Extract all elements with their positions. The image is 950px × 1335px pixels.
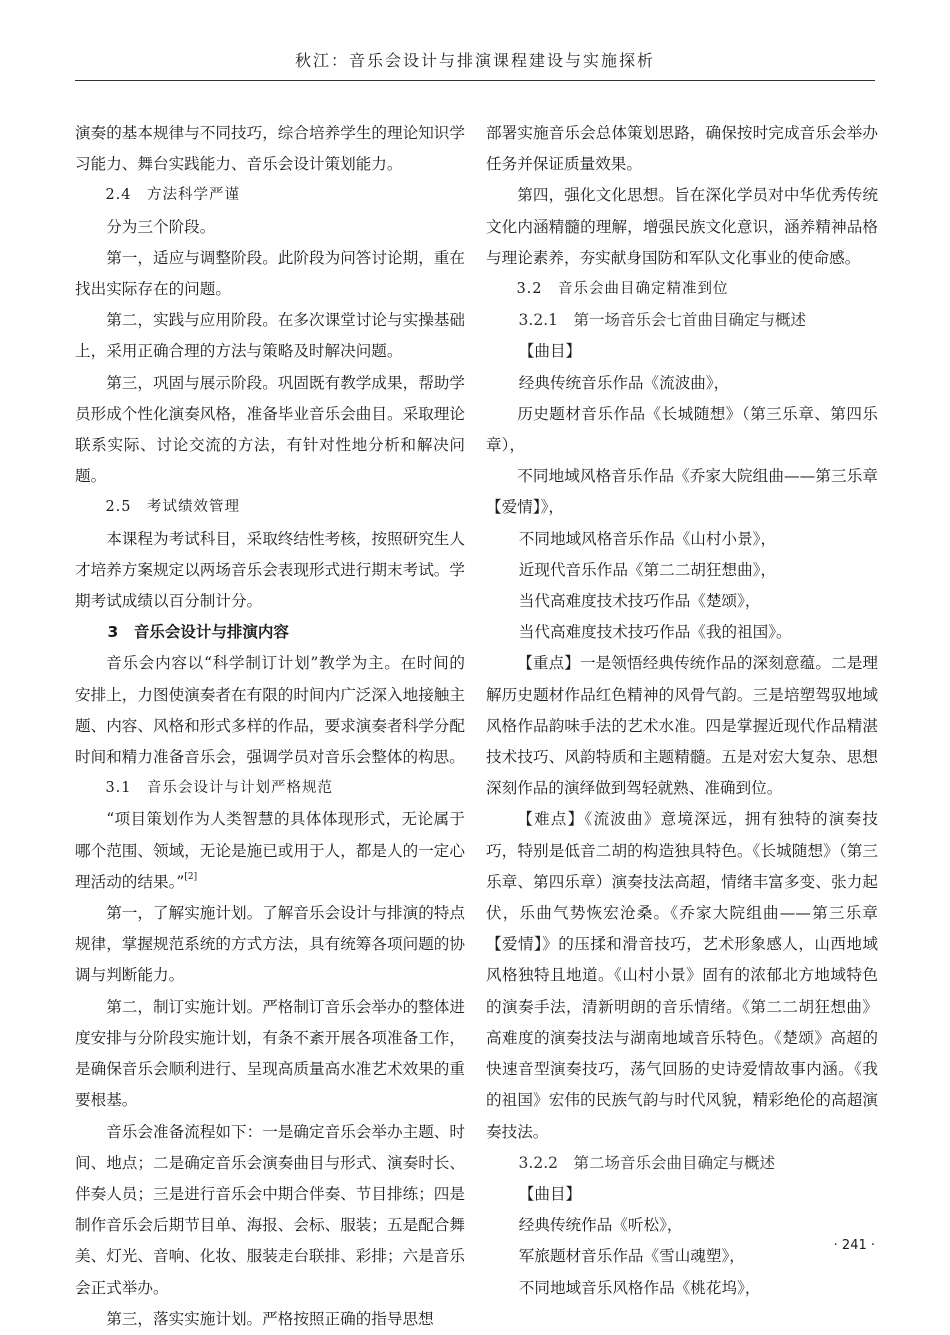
- section-heading-3: 3 音乐会设计与排演内容: [107, 623, 289, 642]
- left-column: [75, 118, 465, 1335]
- repertoire-item: 不同地域风格音乐作品《乔家大院组曲——第三乐章【爱情】》，: [486, 467, 878, 517]
- repertoire-item: 经典传统音乐作品《流波曲》，: [518, 373, 730, 392]
- key-points-paragraph: 【重点】一是领悟经典传统作品的深刻意蕴。二是理解历史题材作品红色精神的风骨气韵。三是培塑驾驭地域风格作品韵味手法的艺术水准。四是掌握近现代作品精湛技术技巧、风韵特质和主题精髓。五是对宏大复杂、思想深刻作品的演绎做到驾轻就熟、准确到位。: [486, 654, 878, 798]
- repertoire-item: 历史题材音乐作品《长城随想》（第三乐章、第四乐章），: [486, 404, 878, 455]
- right-column: [486, 118, 878, 1304]
- paragraph: 第三，巩固与展示阶段。巩固既有教学成果，帮助学员形成个性化演奏风格，准备毕业音乐会曲目。采取理论联系实际、讨论交流的方法，有针对性地分析和解决问题。: [75, 373, 465, 486]
- section-heading-3-2: 3.2 音乐会曲目确定精准到位: [516, 281, 729, 298]
- quote-text: “项目策划作为人类智慧的具体体现形式，无论属于哪个范围、领域，无论是施已或用于人，都是人的一定心理活动的结果。”: [75, 810, 465, 891]
- section-heading-3-1: 3.1 音乐会设计与计划严格规范: [105, 780, 333, 797]
- running-header: 秋江：音乐会设计与排演课程建设与实施探析: [294, 51, 655, 70]
- repertoire-item: 当代高难度技术技巧作品《楚颂》，: [518, 592, 761, 611]
- repertoire-item: 经典传统作品《听松》，: [518, 1216, 683, 1235]
- paragraph: 分为三个阶段。: [106, 217, 216, 236]
- paragraph: 音乐会准备流程如下：一是确定音乐会举办主题、时间、地点；二是确定音乐会演奏曲目与形式、演奏时长、伴奏人员；三是进行音乐会中期合伴奏、节目排练；四是制作音乐会后期节目单、海报、会标、服装；五是配合舞美、灯光、音响、化妆、服装走台联排、彩排；六是音乐会正式举办。: [75, 1122, 465, 1297]
- paragraph: 第一，适应与调整阶段。此阶段为问答讨论期，重在找出实际存在的问题。: [75, 248, 465, 299]
- paragraph: 演奏的基本规律与不同技巧，综合培养学生的理论知识学习能力、舞台实践能力、音乐会设计策划能力。: [75, 124, 465, 174]
- repertoire-item: 近现代音乐作品《第二二胡狂想曲》，: [518, 560, 777, 579]
- header-rule: [75, 80, 875, 81]
- section-heading-3-2-2: 3.2.2 第二场音乐会曲目确定与概述: [518, 1153, 775, 1172]
- section-heading-3-2-1: 3.2.1 第一场音乐会七首曲目确定与概述: [518, 311, 806, 330]
- section-heading-2-4: 2.4 方法科学严谨: [105, 187, 240, 204]
- section-heading-2-5: 2.5 考试绩效管理: [105, 499, 240, 516]
- paragraph: 部署实施音乐会总体策划思路，确保按时完成音乐会举办任务并保证质量效果。: [486, 124, 878, 174]
- paragraph: 第一，了解实施计划。了解音乐会设计与排演的特点规律，掌握规范系统的方式方法，具有统筹各项问题的协调与判断能力。: [75, 904, 465, 985]
- repertoire-tag: 【曲目】: [518, 1184, 582, 1203]
- citation-ref[interactable]: [2]: [184, 871, 198, 882]
- repertoire-item: 不同地域风格音乐作品《山村小景》，: [518, 529, 777, 548]
- repertoire-item: 军旅题材音乐作品《雪山魂塑》，: [518, 1247, 745, 1266]
- paragraph: 第四，强化文化思想。旨在深化学员对中华优秀传统文化内涵精髓的理解，增强民族文化意识，涵养精神品格与理论素养，夯实献身国防和军队文化事业的使命感。: [486, 186, 878, 267]
- difficulties-paragraph: 【难点】《流波曲》意境深远，拥有独特的演奏技巧，特别是低音二胡的构造独具特色。《长城随想》（第三乐章、第四乐章）演奏技法高超，情绪丰富多变、张力起伏，乐曲气势恢宏沧桑。《乔家大院组曲——第三乐章【爱情】》的压揉和滑音技巧，艺术形象感人，山西地域风格独特且地道。《山村小景》固有的浓郁北方地域特色的演奏手法，清新明朗的音乐情绪。《第二二胡狂想曲》高难度的演奏技法与湖南地域音乐特色。《楚颂》高超的快速音型演奏技巧，荡气回肠的史诗爱情故事内涵。《我的祖国》宏伟的民族气韵与时代风貌，精彩绝伦的高超演奏技法。: [486, 810, 878, 1141]
- paragraph: 第二，制订实施计划。严格制订音乐会举办的整体进度安排与分阶段实施计划，有条不紊开展各项准备工作，是确保音乐会顺利进行、呈现高质量高水准艺术效果的重要根基。: [75, 997, 465, 1110]
- page-number: · 241 ·: [833, 1238, 875, 1253]
- paragraph: 第二，实践与应用阶段。在多次课堂讨论与实操基础上，采用正确合理的方法与策略及时解决问题。: [75, 311, 465, 361]
- paragraph: 本课程为考试科目，采取终结性考核，按照研究生人才培养方案规定以两场音乐会表现形式进行期末考试。学期考试成绩以百分制计分。: [75, 529, 465, 611]
- paragraph: 第三，落实实施计划。严格按照正确的指导思想: [106, 1309, 434, 1328]
- repertoire-item: 不同地域音乐风格作品《桃花坞》，: [518, 1278, 761, 1297]
- repertoire-item: 当代高难度技术技巧作品《我的祖国》。: [518, 623, 792, 642]
- paragraph: 音乐会内容以“科学制订计划”教学为主。在时间的安排上，力图使演奏者在有限的时间内广泛深入地接触主题、内容、风格和形式多样的作品，要求演奏者科学分配时间和精力准备音乐会，强调学员对音乐会整体的构思。: [75, 654, 465, 767]
- repertoire-tag: 【曲目】: [518, 342, 582, 361]
- quote-paragraph: [75, 804, 465, 898]
